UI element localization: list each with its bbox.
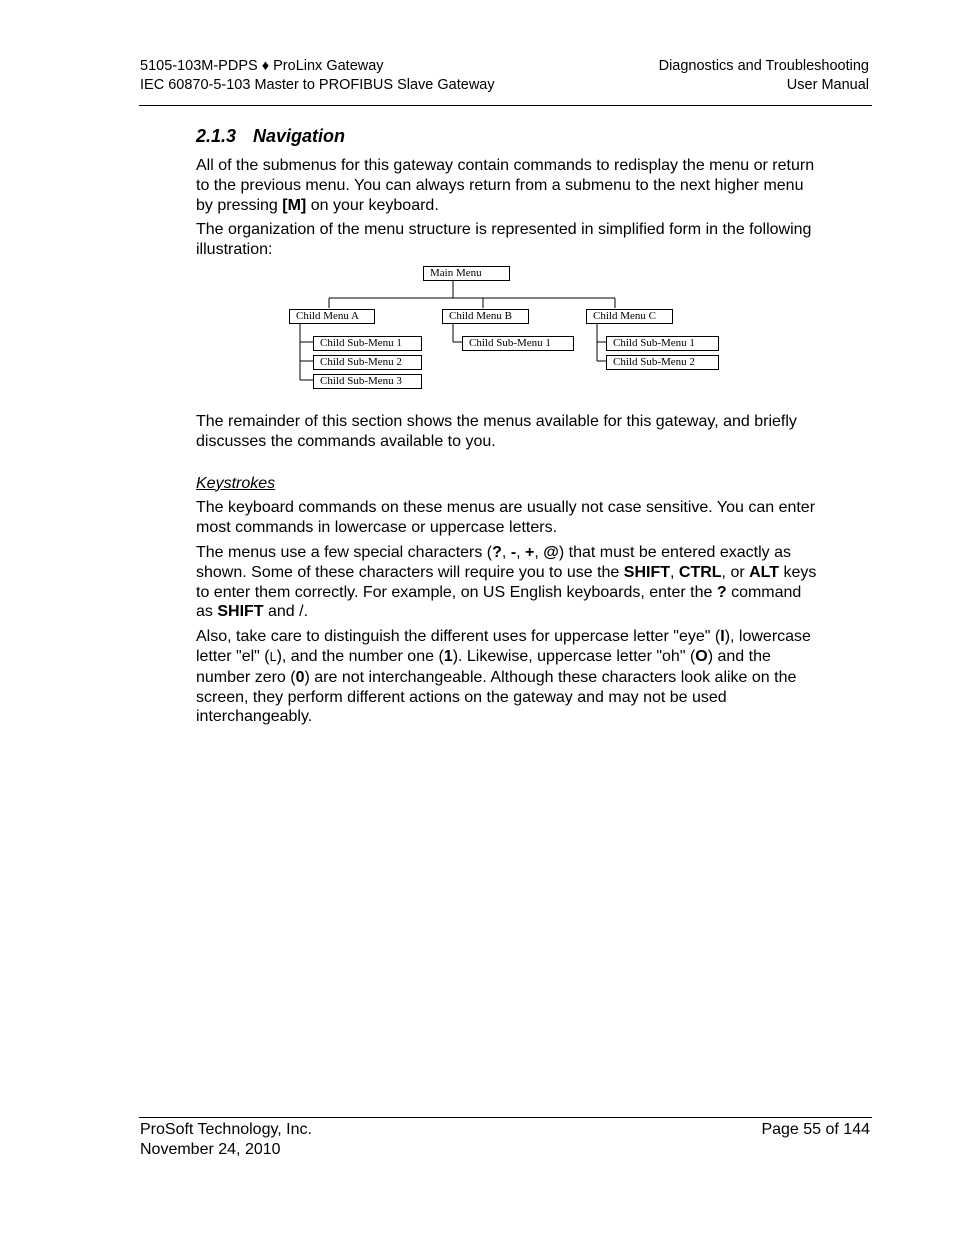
remainder-paragraph: The remainder of this section shows the menus available for this gateway, and briefly discusses the commands available to you. — [196, 412, 797, 450]
child-menu-b-box: Child Menu B — [442, 309, 529, 324]
footer-company: ProSoft Technology, Inc. — [140, 1121, 312, 1138]
header-product-subtitle: IEC 60870-5-103 Master to PROFIBUS Slave Gateway — [140, 77, 495, 93]
page-footer-right — [761, 1120, 870, 1140]
child-c-submenu-2: Child Sub-Menu 2 — [606, 355, 719, 370]
key-ctrl: CTRL — [678, 563, 722, 581]
child-menu-a-box: Child Menu A — [289, 309, 375, 324]
menu-structure-diagram — [196, 266, 821, 406]
keystrokes-paragraph-2: The menus use a few special characters (?, -, +, @) that must be entered exactly as shown. Some of these characters will require you to use the SHIFT, CTRL, or ALT keys to enter them correctly. For example, on US English keyboards, enter the ? command as SHIFT and /. — [196, 543, 817, 621]
child-menu-c-box: Child Menu C — [586, 309, 673, 324]
key-m: [M] — [282, 196, 307, 214]
page-header-right — [659, 57, 869, 95]
section-number: 2.1.3 — [196, 126, 237, 146]
child-b-submenu-1: Child Sub-Menu 1 — [462, 336, 574, 351]
organization-paragraph: The organization of the menu structure is represented in simplified form in the following illustration: — [196, 221, 812, 259]
keystrokes-paragraph-3: Also, take care to distinguish the different uses for uppercase letter "eye" (I), lowercase letter "el" (L), and the number one (1). Likewise, uppercase letter "oh" (O) and the number zero (0) are not interchangeable. Although these characters look alike on the screen, they perform different actions on the gateway and may not be used interchangeably. — [196, 628, 811, 726]
header-product-line: 5105-103M-PDPS ♦ ProLinx Gateway — [140, 58, 384, 74]
footer-date: November 24, 2010 — [140, 1140, 281, 1158]
keystrokes-paragraph-1: The keyboard commands on these menus are usually not case sensitive. You can enter most commands in lowercase or uppercase letters. — [196, 499, 816, 537]
page-number: Page 55 of 144 — [761, 1121, 870, 1138]
keystrokes-subheading: Keystrokes — [196, 474, 276, 492]
page-header-left — [140, 57, 495, 95]
section-heading — [196, 124, 821, 148]
header-chapter: Diagnostics and Troubleshooting — [658, 58, 869, 74]
key-alt: ALT — [749, 563, 780, 581]
child-c-submenu-1: Child Sub-Menu 1 — [606, 336, 719, 351]
intro-paragraph: All of the submenus for this gateway contain commands to redisplay the menu or return to the previous menu. You can always return from a submenu to the next higher menu by pressing [M] on your keyboard. — [196, 157, 815, 214]
page-footer-left — [140, 1120, 312, 1159]
main-menu-box: Main Menu — [423, 266, 510, 281]
header-rule — [139, 105, 872, 106]
section-title: Navigation — [253, 126, 346, 146]
child-a-submenu-2: Child Sub-Menu 2 — [313, 355, 422, 370]
key-shift: SHIFT — [623, 563, 670, 581]
child-a-submenu-3: Child Sub-Menu 3 — [313, 374, 422, 389]
page-body — [196, 124, 821, 732]
child-a-submenu-1: Child Sub-Menu 1 — [313, 336, 422, 351]
footer-rule — [139, 1117, 872, 1118]
header-doc-type: User Manual — [786, 77, 869, 93]
